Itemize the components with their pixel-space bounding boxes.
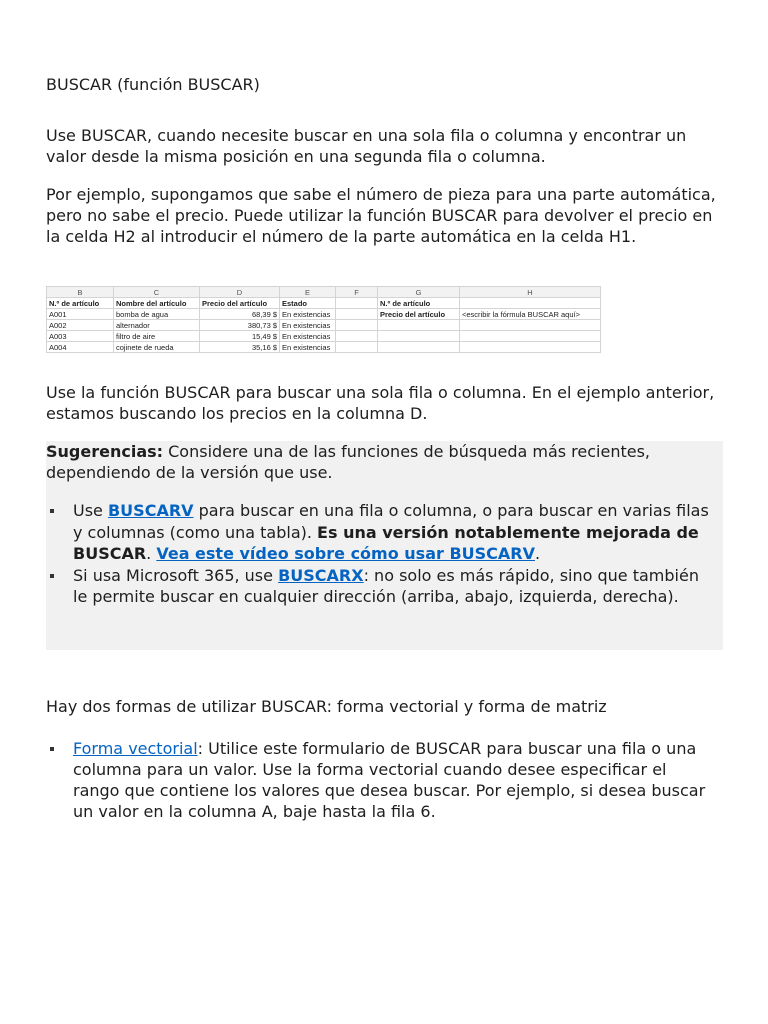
table-cell: [460, 331, 601, 342]
table-cell: [378, 342, 460, 353]
table-row: [47, 342, 601, 353]
table-cell: [336, 298, 378, 309]
tips-list: [46, 500, 716, 608]
video-link[interactable]: Vea este vídeo sobre cómo usar BUSCARV: [156, 544, 535, 563]
table-cell: 35,16 $: [200, 342, 280, 353]
table-row: [47, 331, 601, 342]
table-cell: Nombre del artículo: [114, 298, 200, 309]
table-cell: [336, 331, 378, 342]
column-header: H: [460, 287, 601, 298]
table-cell: [460, 298, 601, 309]
table-row: [47, 309, 601, 320]
usage-paragraph: Use la función BUSCAR para buscar una sola fila o columna. En el ejemplo anterior, estamos buscando los precios en la columna D.: [46, 383, 715, 423]
table-cell: [460, 342, 601, 353]
table-cell: Estado: [280, 298, 336, 309]
column-header-row: [47, 287, 601, 298]
buscarv-link[interactable]: BUSCARV: [107, 501, 194, 520]
bullet-text: .: [146, 544, 157, 563]
table-cell: [460, 320, 601, 331]
table-cell: [378, 320, 460, 331]
table-cell: cojinete de rueda: [114, 342, 200, 353]
table-cell: [336, 309, 378, 320]
forms-list: [46, 738, 716, 822]
bullet-text: : no solo es más rápido, sino que también le permite buscar en cualquier dirección (arriba, abajo, izquierda, derecha).: [73, 565, 699, 606]
table-cell: En existencias: [280, 309, 336, 320]
table-cell: [336, 320, 378, 331]
list-item: [46, 738, 716, 822]
bullet-icon: [50, 574, 54, 578]
example-paragraph: Por ejemplo, supongamos que sabe el número de pieza para una parte automática, pero no sabe el precio. Puede utilizar la función BUSCAR para devolver el precio en la celda H2 al introducir el número de la parte automática en la celda H1.: [46, 185, 716, 246]
bullet-text: : Utilice este formulario de BUSCAR para buscar una fila o una columna para un valor. Use la forma vectorial cuando desee especificar el rango que contiene los valores que desea buscar. Por ejemplo, si desea buscar un valor en la columna A, baje hasta la fila 6.: [73, 739, 706, 821]
table-cell: A004: [47, 342, 114, 353]
spreadsheet-example: [46, 286, 601, 353]
list-item: [46, 500, 716, 565]
table-cell: 15,49 $: [200, 331, 280, 342]
table-cell: Precio del artículo: [378, 309, 460, 320]
table-row: [47, 298, 601, 309]
table-cell: bomba de agua: [114, 309, 200, 320]
forms-heading: Hay dos formas de utilizar BUSCAR: forma vectorial y forma de matriz: [46, 697, 607, 716]
table-cell: N.º de artículo: [47, 298, 114, 309]
column-header: E: [280, 287, 336, 298]
table-cell: A001: [47, 309, 114, 320]
list-item: [46, 565, 716, 608]
table-cell: A002: [47, 320, 114, 331]
bullet-icon: [50, 509, 54, 513]
column-header: G: [378, 287, 460, 298]
bullet-icon: [50, 747, 54, 751]
table-cell: [378, 331, 460, 342]
column-header: D: [200, 287, 280, 298]
bullet-text: Use: [73, 501, 108, 520]
table-cell: alternador: [114, 320, 200, 331]
column-header: B: [47, 287, 114, 298]
bullet-text: Si usa Microsoft 365, use: [73, 565, 279, 585]
column-header: F: [336, 287, 378, 298]
table-cell: En existencias: [280, 331, 336, 342]
column-header: C: [114, 287, 200, 298]
bullet-text: para buscar en una fila o columna, o para buscar en varias filas y columnas (como una tabla).: [73, 501, 709, 542]
intro-paragraph: Use BUSCAR, cuando necesite buscar en una sola fila o columna y encontrar un valor desde la misma posición en una segunda fila o columna.: [46, 126, 687, 166]
table-cell: filtro de aire: [114, 331, 200, 342]
tips-box: [46, 441, 723, 650]
table-cell: <escribir la fórmula BUSCAR aquí>: [460, 309, 601, 320]
table-row: [47, 320, 601, 331]
bullet-strong-text: Es una versión notablemente mejorada de BUSCAR: [73, 522, 699, 563]
table-cell: 380,73 $: [200, 320, 280, 331]
table-cell: 68,39 $: [200, 309, 280, 320]
table-cell: En existencias: [280, 320, 336, 331]
page-title: BUSCAR (función BUSCAR): [46, 75, 260, 94]
bullet-text: .: [534, 544, 541, 563]
vector-form-link[interactable]: Forma vectorial: [73, 739, 198, 758]
table-cell: [336, 342, 378, 353]
tips-text: Considere una de las funciones de búsqueda más recientes, dependiendo de la versión que use.: [46, 442, 651, 482]
tips-label: Sugerencias:: [46, 442, 164, 461]
table-cell: A003: [47, 331, 114, 342]
buscarx-link[interactable]: BUSCARX: [278, 565, 364, 585]
tips-intro: [46, 441, 716, 483]
table-cell: Precio del artículo: [200, 298, 280, 309]
table-cell: N.º de artículo: [378, 298, 460, 309]
table-cell: En existencias: [280, 342, 336, 353]
